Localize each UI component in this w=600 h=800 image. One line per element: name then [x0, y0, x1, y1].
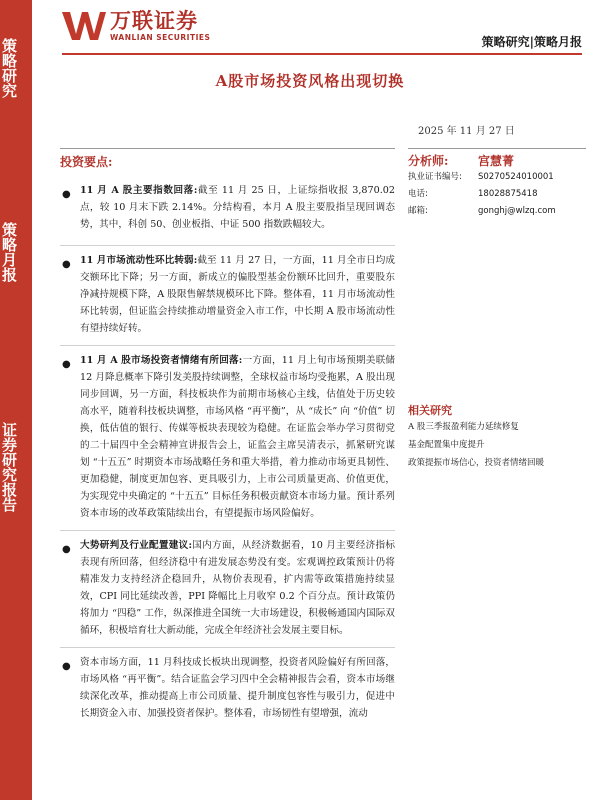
bullet-text: 资本市场方面，11 月科技成长板块出现调整，投资者风险偏好有所回落，市场风格 “再平衡”。结合证监会学习四中全会精神报告会看，资本市场继续深化改革，推动提高上市公司质量、提升制度包容性与吸引力，促进中长期资金入市、加强投资者保护。整体看，市场韧性有望增强，流动 — [80, 657, 395, 719]
sidebar-text: 策略研究 — [0, 38, 18, 98]
info-value: 18028875418 — [478, 189, 538, 199]
bullet-item — [60, 647, 395, 722]
bullet-item — [60, 530, 395, 639]
analyst-info — [408, 148, 586, 220]
bullet-text: 截至 11 月 27 日，一方面，11 月全市日均成交额环比下降；另一方面，新成立的偏股型基金份额环比回升，重要股东净减持规模下降，A 股限售解禁规模环比下降。整体看，11 月市场流动性环比转弱，但证监会持续推动增量资金入市工作，中长期 A 股市场流动性有望持续好转。 — [80, 255, 396, 334]
related-research — [408, 402, 586, 472]
bullet-title: 11 月市场流动性环比转弱: — [80, 255, 198, 266]
bullet-icon: ● — [62, 544, 71, 555]
info-key: 邮箱: — [408, 206, 428, 216]
report-title: A股市场投资风格出现切换 — [215, 72, 405, 90]
bullet-icon: ● — [62, 189, 71, 200]
section-heading: 投资要点: — [60, 148, 395, 170]
sidebar-label-strategy-monthly — [0, 222, 32, 282]
bullet-icon: ● — [62, 661, 71, 672]
bullet-text: 一方面，11 月上旬市场预期美联储 12 月降息概率下降引发美股持续调整，全球权益市场均受拖累，A 股出现同步回调，另一方面，科技板块作为前期市场核心主线，估值处于历史较高水平，随着科技板块调整，市场风格 “再平衡”，从 “成长” 向 “价值” 切换，低估值的银行、传媒等板块表现较为稳健。在证监会举办学习贯彻党的二十届四中全会精神宣讲报告会上，证监会主席吴清表示，抓紧研究谋划 “十五五” 时期资本市场战略任务和重大举措，着力推动市场更具韧性、更加稳健，制度更加包容、更具吸引力，上市公司质量更高、价值更优，为实现党中央确定的 “十五五” 目标任务积极贡献资本市场力量。预计系列资本市场的改革政策陆续出台，有望提振市场风险偏好。 — [80, 355, 395, 519]
related-item[interactable]: A 股三季报盈利能力延续修复 — [408, 422, 519, 432]
analyst-name: 宫慧菁 — [478, 154, 515, 168]
info-key: 执业证书编号: — [408, 172, 462, 182]
report-category: 策略研究|策略月报 — [481, 35, 582, 49]
sidebar-text: 证券研究报告 — [0, 422, 18, 512]
related-item[interactable]: 政策提振市场信心，投资者情绪回暖 — [408, 458, 545, 468]
sidebar — [0, 0, 32, 800]
sidebar-text: 策略月报 — [0, 222, 18, 282]
related-heading: 相关研究 — [408, 404, 452, 417]
logo-chinese: 万联证券 — [110, 8, 198, 33]
bullet-text: 国内方面，从经济数据看，10 月主要经济指标表现有所回落，但经济稳中有进发展态势没有变。宏观调控政策预计仍将精准发力支持经济企稳回升，从物价表现看，扩内需等政策措施持续显效，CPI 同比延续改善，PPI 降幅比上月收窄 0.2 个百分点。预计政策仍将加力 “四稳” 工作，纵深推进全国统一大市场建设，积极畅通国内国际双循环，积极培育壮大新动能，完成全年经济社会发展主要目标。 — [80, 540, 395, 636]
bullet-title: 11 月 A 股主要指数回落: — [80, 185, 198, 196]
wanlian-logo-icon — [62, 10, 106, 42]
header-divider — [62, 53, 582, 55]
bullet-item — [60, 345, 395, 522]
related-item[interactable]: 基金配置集中度提升 — [408, 440, 485, 450]
info-row-license — [408, 169, 586, 186]
bullet-icon: ● — [62, 259, 71, 270]
info-row-email — [408, 203, 586, 220]
info-key: 电话: — [408, 189, 428, 199]
email-link[interactable]: gonghj@wlzq.com — [478, 206, 556, 216]
bullet-title: 11 月 A 股市场投资者情绪有所回落: — [80, 355, 243, 366]
info-row-phone — [408, 186, 586, 203]
bullet-text: 截至 11 月 25 日，上证综指收报 3,870.02 点，较 10 月末下跌 2.14%。分结构看，本月 A 股主要股指呈现回调态势，其中，科创 50、创业板指、中证 500 指数跌幅较大。 — [80, 185, 396, 230]
logo-english: WANLIAN SECURITIES — [110, 32, 211, 42]
bullet-title: 大势研判及行业配置建议: — [80, 540, 193, 551]
bullet-item — [60, 182, 395, 233]
bullet-icon: ● — [62, 359, 71, 370]
sidebar-label-securities-report — [0, 422, 32, 512]
company-logo — [62, 10, 210, 42]
bullet-item — [60, 245, 395, 337]
report-date: 2025 年 11 月 27 日 — [418, 126, 515, 137]
investment-highlights — [60, 148, 395, 722]
info-value: S0270524010001 — [478, 172, 554, 182]
analyst-label: 分析师: — [408, 154, 449, 168]
